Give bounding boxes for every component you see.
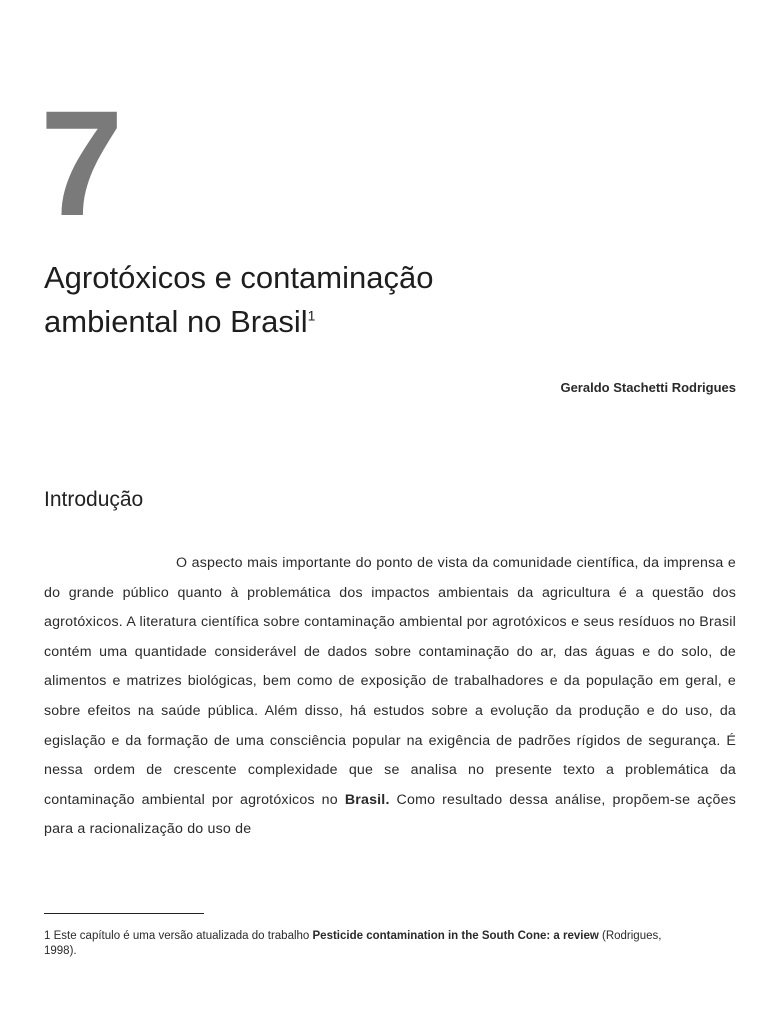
paragraph-text-part2: Como resultado dessa análise, propõem-se ações para a racionalização do uso de — [44, 791, 736, 838]
chapter-title-line2: ambiental no Brasil — [44, 304, 308, 339]
title-footnote-marker: 1 — [307, 307, 316, 324]
footnote-marker: 1 — [44, 930, 51, 942]
chapter-title — [44, 256, 724, 344]
footnote — [44, 929, 684, 959]
footnote-text-after: (Rodrigues, 1998). — [44, 930, 662, 957]
footnote-divider — [44, 913, 204, 914]
paragraph-bold-brasil: Brasil. — [344, 791, 390, 808]
chapter-number: 7 — [40, 79, 120, 247]
introduction-paragraph — [44, 549, 736, 845]
footnote-text-before: Este capítulo é uma versão atualizada do trabalho — [50, 930, 313, 942]
footnote-bold-title: Pesticide contamination in the South Cone: a review — [312, 930, 599, 942]
section-heading-introducao: Introdução — [44, 488, 144, 511]
paragraph-text-part1: O aspecto mais importante do ponto de vista da comunidade científica, da imprensa e do grande público quanto à problemática dos impactos ambientais da agricultura é a questão dos agrotóxicos. A literatura científica sobre contaminação ambiental por agrotóxicos e seus resíduos no Brasil contém uma quantidade considerável de dados sobre contaminação do ar, das águas e do solo, de alimentos e matrizes biológicas, bem como de exposição de trabalhadores e da população em geral, e sobre efeitos na saúde pública. Além disso, há estudos sobre a evolução da produção e do uso, da egislação e da formação de uma consciência popular na exigência de padrões rígidos de segurança. É nessa ordem de crescente complexidade que se analisa no presente texto a problemática da contaminação ambiental por agrotóxicos no — [44, 555, 736, 808]
chapter-title-line1: Agrotóxicos e contaminação — [44, 260, 434, 295]
author-name: Geraldo Stachetti Rodrigues — [560, 380, 736, 395]
